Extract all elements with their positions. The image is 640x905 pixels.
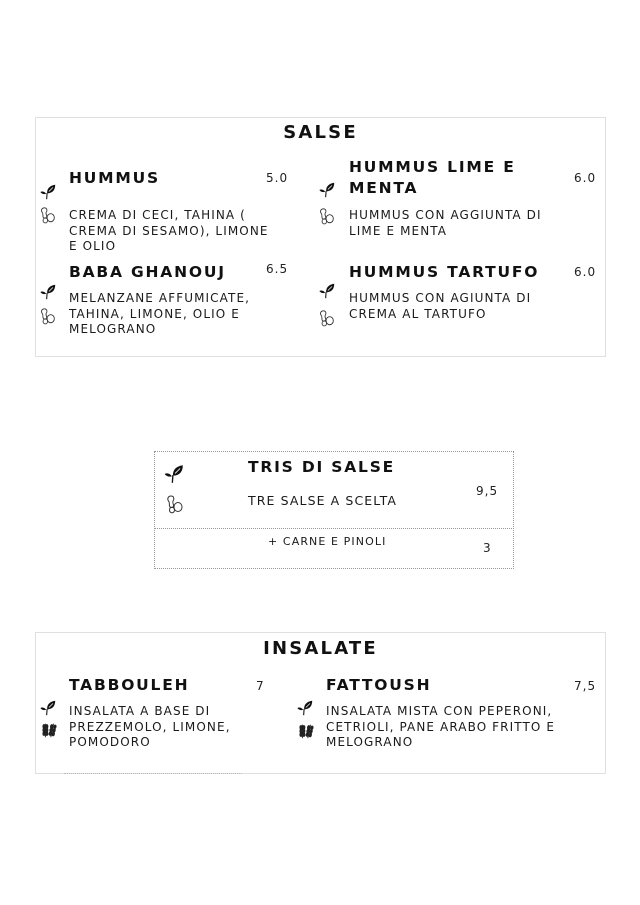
dish-desc-hummus-tartufo: HUMMUS CON AGIUNTA DI CREMA AL TARTUFO bbox=[349, 291, 532, 321]
dish-desc-baba-ghanouj: MELANZANE AFFUMICATE, TAHINA, LIMONE, OLIO E MELOGRANO bbox=[69, 291, 251, 336]
vegan-leaf-icon bbox=[39, 699, 57, 717]
dish-name-fattoush: FATTOUSH bbox=[326, 676, 432, 694]
section-title-salse: SALSE bbox=[283, 122, 358, 143]
dish-name-baba-ghanouj: BABA GHANOUJ bbox=[69, 263, 226, 281]
chickpea-icon bbox=[318, 207, 336, 225]
addon-price: 3 bbox=[483, 541, 492, 555]
dish-price-hummus-lime-menta: 6.0 bbox=[574, 171, 597, 185]
divider bbox=[64, 773, 242, 774]
chickpea-icon bbox=[39, 307, 57, 325]
dish-price-tabbouleh: 7 bbox=[256, 679, 265, 693]
dish-desc-tabbouleh: INSALATA A BASE DI PREZZEMOLO, LIMONE, POMODORO bbox=[69, 704, 231, 749]
insalate-section bbox=[35, 632, 606, 774]
vegan-leaf-icon bbox=[318, 181, 336, 199]
dish-desc-fattoush: INSALATA MISTA CON PEPERONI, CETRIOLI, PANE ARABO FRITTO E MELOGRANO bbox=[326, 704, 556, 749]
chickpea-icon bbox=[39, 206, 57, 224]
vegan-leaf-icon bbox=[318, 282, 336, 300]
dish-price-fattoush: 7,5 bbox=[574, 679, 597, 693]
dish-desc-tris-di-salse: TRE SALSE A SCELTA bbox=[248, 493, 398, 508]
dish-name-tabbouleh: TABBOULEH bbox=[69, 676, 190, 694]
vegan-leaf-icon bbox=[39, 283, 57, 301]
dish-desc-hummus-lime-menta: HUMMUS CON AGGIUNTA DI LIME E MENTA bbox=[349, 208, 542, 238]
chickpea-icon bbox=[318, 309, 336, 327]
dish-name-hummus: HUMMUS bbox=[69, 169, 160, 187]
dish-desc-hummus: CREMA DI CECI, TAHINA ( CREMA DI SESAMO), LIMONE E OLIO bbox=[69, 208, 269, 253]
dish-price-baba-ghanouj: 6.5 bbox=[266, 262, 289, 276]
dish-price-hummus: 5.0 bbox=[266, 171, 289, 185]
wheat-icon bbox=[40, 721, 58, 739]
section-title-insalate: INSALATE bbox=[263, 638, 378, 659]
dish-name-hummus-lime-menta: HUMMUS LIME E MENTA bbox=[349, 158, 516, 197]
vegan-leaf-icon bbox=[39, 183, 57, 201]
dish-price-hummus-tartufo: 6.0 bbox=[574, 265, 597, 279]
vegan-leaf-icon bbox=[163, 463, 185, 485]
divider bbox=[154, 528, 514, 529]
addon-carne-pinoli: + CARNE E PINOLI bbox=[268, 535, 387, 548]
chickpea-icon bbox=[165, 494, 185, 514]
wheat-icon bbox=[297, 722, 315, 740]
dish-name-tris-di-salse: TRIS DI SALSE bbox=[248, 458, 396, 476]
vegan-leaf-icon bbox=[296, 699, 314, 717]
dish-name-hummus-tartufo: HUMMUS TARTUFO bbox=[349, 263, 540, 281]
dish-price-tris-di-salse: 9,5 bbox=[476, 484, 499, 498]
